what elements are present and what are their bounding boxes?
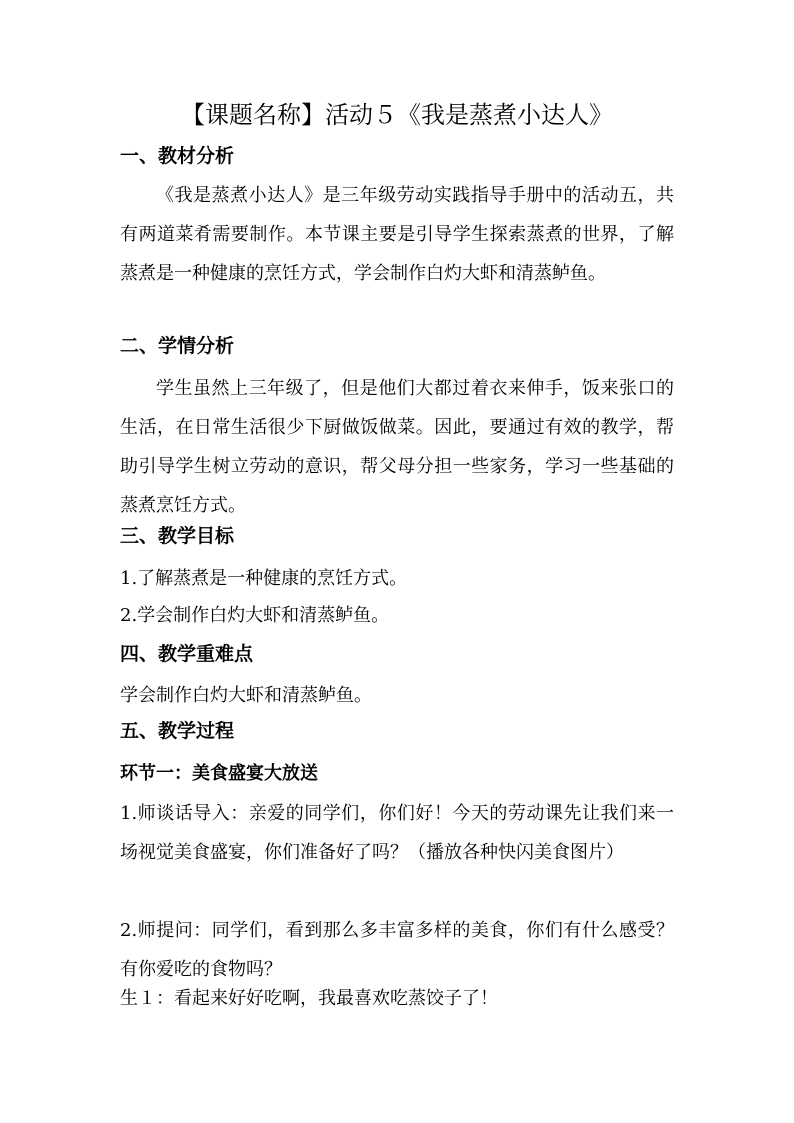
document-title: 【课题名称】活动５《我是蒸煮小达人》: [181, 101, 613, 129]
paragraph-textbook-analysis: 《我是蒸煮小达人》是三年级劳动实践指导手册中的活动五，共有两道菜肴需要制作。本节课主要是引导学生探索蒸煮的世界，了解蒸煮是一种健康的烹饪方式，学会制作白灼大虾和清蒸鲈鱼。: [120, 185, 674, 284]
process-step-1: 1.师谈话导入：亲爱的同学们，你们好！今天的劳动课先让我们来一场视觉美食盛宴，你们准备好了吗？（播放各种快闪美食图片）: [120, 803, 674, 863]
section-heading-teaching-process: 五、教学过程: [120, 720, 235, 742]
goal-item-1: 1.了解蒸煮是一种健康的烹饪方式。: [120, 568, 408, 589]
goal-item-2: 2.学会制作白灼大虾和清蒸鲈鱼。: [120, 605, 390, 626]
key-difficulty-text: 学会制作白灼大虾和清蒸鲈鱼。: [120, 685, 372, 706]
stage-heading-1: 环节一：美食盛宴大放送: [120, 763, 318, 784]
student-response-1: 生１：看起来好好吃啊，我最喜欢吃蒸饺子了！: [120, 988, 498, 1009]
section-heading-textbook-analysis: 一、教材分析: [120, 145, 235, 167]
paragraph-student-analysis: 学生虽然上三年级了，但是他们大都过着衣来伸手，饭来张口的生活，在日常生活很少下厨做饭做菜。因此，要通过有效的教学，帮助引导学生树立劳动的意识，帮父母分担一些家务，学习一些基础的蒸煮烹饪方式。: [120, 378, 674, 516]
section-heading-teaching-goals: 三、教学目标: [120, 525, 235, 547]
section-heading-student-analysis: 二、学情分析: [120, 335, 235, 357]
process-step-2: 2.师提问：同学们，看到那么多丰富多样的美食，你们有什么感受？有你爱吃的食物吗？: [120, 920, 674, 980]
section-heading-key-difficulties: 四、教学重难点: [120, 643, 254, 665]
